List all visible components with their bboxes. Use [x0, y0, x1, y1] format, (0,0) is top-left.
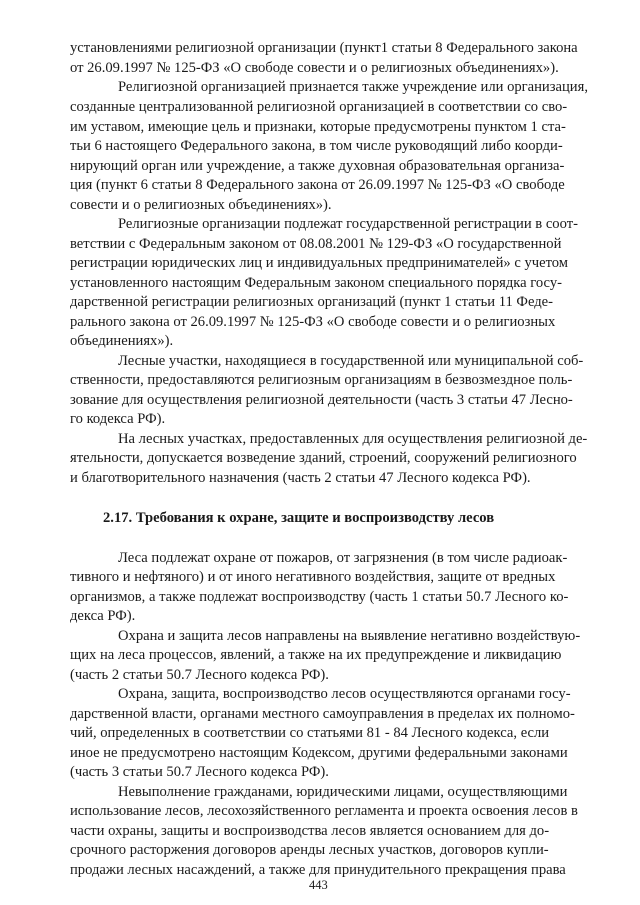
text-line: тьи 6 настоящего Федерального закона, в том числе руководящий либо коорди-: [70, 138, 563, 154]
text-line: срочного расторжения договоров аренды лесных участков, договоров купли-: [70, 842, 549, 858]
text-line: зование для осуществления религиозной деятельности (часть 3 статьи 47 Лесно-: [70, 392, 573, 408]
text-line: установлениями религиозной организации (пункт1 статьи 8 Федерального закона: [70, 40, 578, 56]
text-line: Невыполнение гражданами, юридическими лицами, осуществляющими: [118, 784, 568, 800]
text-line: регистрации юридических лиц и индивидуальных предпринимателей» с учетом: [70, 255, 569, 271]
text-line: от 26.09.1997 № 125-ФЗ «О свободе совести и о религиозных объединениях»).: [70, 60, 559, 76]
text-line: го кодекса РФ).: [70, 411, 166, 427]
text-line: созданные централизованной религиозной организацией в соответствии со сво-: [70, 99, 568, 115]
text-line: Лесные участки, находящиеся в государственной или муниципальной соб-: [118, 353, 584, 369]
text-line: ветствии с Федеральным законом от 08.08.2001 № 129-ФЗ «О государственной: [70, 236, 562, 252]
text-line: продажи лесных насаждений, а также для принудительного прекращения права: [70, 862, 566, 878]
page-number: 443: [309, 878, 328, 892]
text-line: Охрана, защита, воспроизводство лесов осуществляются органами госу-: [118, 686, 571, 702]
text-line: использование лесов, лесохозяйственного регламента и проекта освоения лесов в: [70, 803, 578, 819]
text-line: ятельности, допускается возведение зданий, строений, сооружений религиозного: [70, 450, 577, 466]
text-line: (часть 3 статьи 50.7 Лесного кодекса РФ).: [70, 764, 329, 780]
text-line: дарственной власти, органами местного самоуправления в пределах их полномо-: [70, 706, 575, 722]
text-line: установленного настоящим Федеральным законом специального порядка госу-: [70, 275, 562, 291]
text-line: Религиозные организации подлежат государственной регистрации в соот-: [118, 216, 578, 232]
text-line: и благотворительного назначения (часть 2 статьи 47 Лесного кодекса РФ).: [70, 470, 531, 486]
text-line: рального закона от 26.09.1997 № 125-ФЗ «О свободе совести и о религиозных: [70, 314, 556, 330]
text-line: организмов, а также подлежат воспроизводству (часть 1 статьи 50.7 Лесного ко-: [70, 589, 569, 605]
text-line: дарственной регистрации религиозных организаций (пункт 1 статьи 11 Феде-: [70, 294, 553, 310]
text-line: иное не предусмотрено настоящим Кодексом, другими федеральными законами: [70, 745, 568, 761]
text-line: На лесных участках, предоставленных для осуществления религиозной де-: [118, 431, 588, 447]
text-line: (часть 2 статьи 50.7 Лесного кодекса РФ).: [70, 667, 329, 683]
text-line: ственности, предоставляются религиозным организациям в безвозмездное поль-: [70, 372, 573, 388]
text-line: объединениях»).: [70, 333, 174, 349]
text-line: декса РФ).: [70, 608, 136, 624]
text-line: щих на леса процессов, явлений, а также на их предупреждение и ликвидацию: [70, 647, 562, 663]
section-heading: 2.17. Требования к охране, защите и воспроизводству лесов: [103, 510, 495, 526]
text-line: нирующий орган или учреждение, а также духовная образовательная организа-: [70, 158, 565, 174]
text-line: совести и о религиозных объединениях»).: [70, 197, 332, 213]
text-line: Религиозной организацией признается также учреждение или организация,: [118, 79, 588, 95]
text-line: части охраны, защиты и воспроизводства лесов является основанием для до-: [70, 823, 550, 839]
text-line: ция (пункт 6 статьи 8 Федерального закона от 26.09.1997 № 125-ФЗ «О свободе: [70, 177, 565, 193]
text-line: тивного и нефтяного) и от иного негативного воздействия, защите от вредных: [70, 569, 556, 585]
text-line: им уставом, имеющие цель и признаки, которые предусмотрены пунктом 1 ста-: [70, 119, 566, 135]
text-line: Охрана и защита лесов направлены на выявление негативно воздействую-: [118, 628, 581, 644]
text-line: Леса подлежат охране от пожаров, от загрязнения (в том числе радиоак-: [118, 550, 568, 566]
text-line: чий, определенных в соответствии со статьями 81 - 84 Лесного кодекса, если: [70, 725, 550, 741]
